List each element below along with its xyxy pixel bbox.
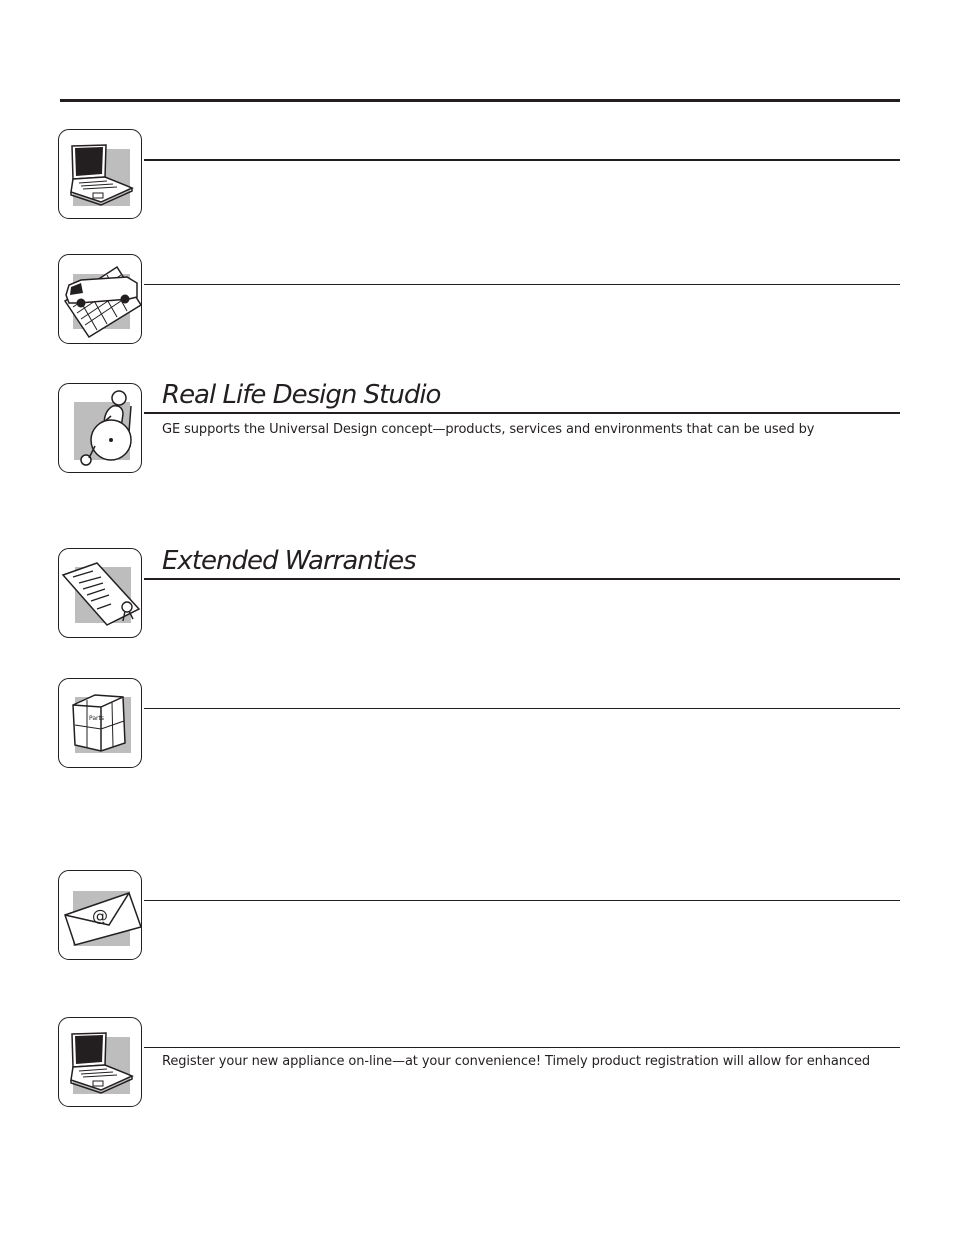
svg-text:@: @ xyxy=(92,906,108,925)
laptop-icon xyxy=(58,129,142,219)
section-rule xyxy=(144,159,900,161)
section-5 xyxy=(58,678,900,772)
section-1 xyxy=(58,129,900,223)
wheelchair-person-icon xyxy=(58,383,142,473)
section-rule xyxy=(144,900,900,901)
section-title: Real Life Design Studio xyxy=(162,380,441,410)
section-7 xyxy=(58,1017,900,1111)
section-rule xyxy=(144,284,900,285)
email-envelope-icon xyxy=(58,870,142,960)
top-rule xyxy=(60,99,900,102)
section-text: GE supports the Universal Design concept—products, services and environments that can be used by xyxy=(162,422,815,437)
section-text: Register your new appliance on-line—at your convenience! Timely product registration will allow for enhanced xyxy=(162,1054,871,1069)
section-rule xyxy=(144,412,900,414)
section-2 xyxy=(58,254,900,348)
section-3 xyxy=(58,380,900,477)
section-rule xyxy=(144,1047,900,1048)
section-title: Extended Warranties xyxy=(162,546,416,576)
warranty-certificate-icon xyxy=(58,548,142,638)
laptop-icon xyxy=(58,1017,142,1107)
section-6 xyxy=(58,870,900,964)
parts-box-icon xyxy=(58,678,142,768)
section-rule xyxy=(144,578,900,580)
delivery-van-calendar-icon xyxy=(58,254,142,344)
section-rule xyxy=(144,708,900,709)
section-4 xyxy=(58,548,900,642)
box-label: Parts xyxy=(89,715,104,722)
